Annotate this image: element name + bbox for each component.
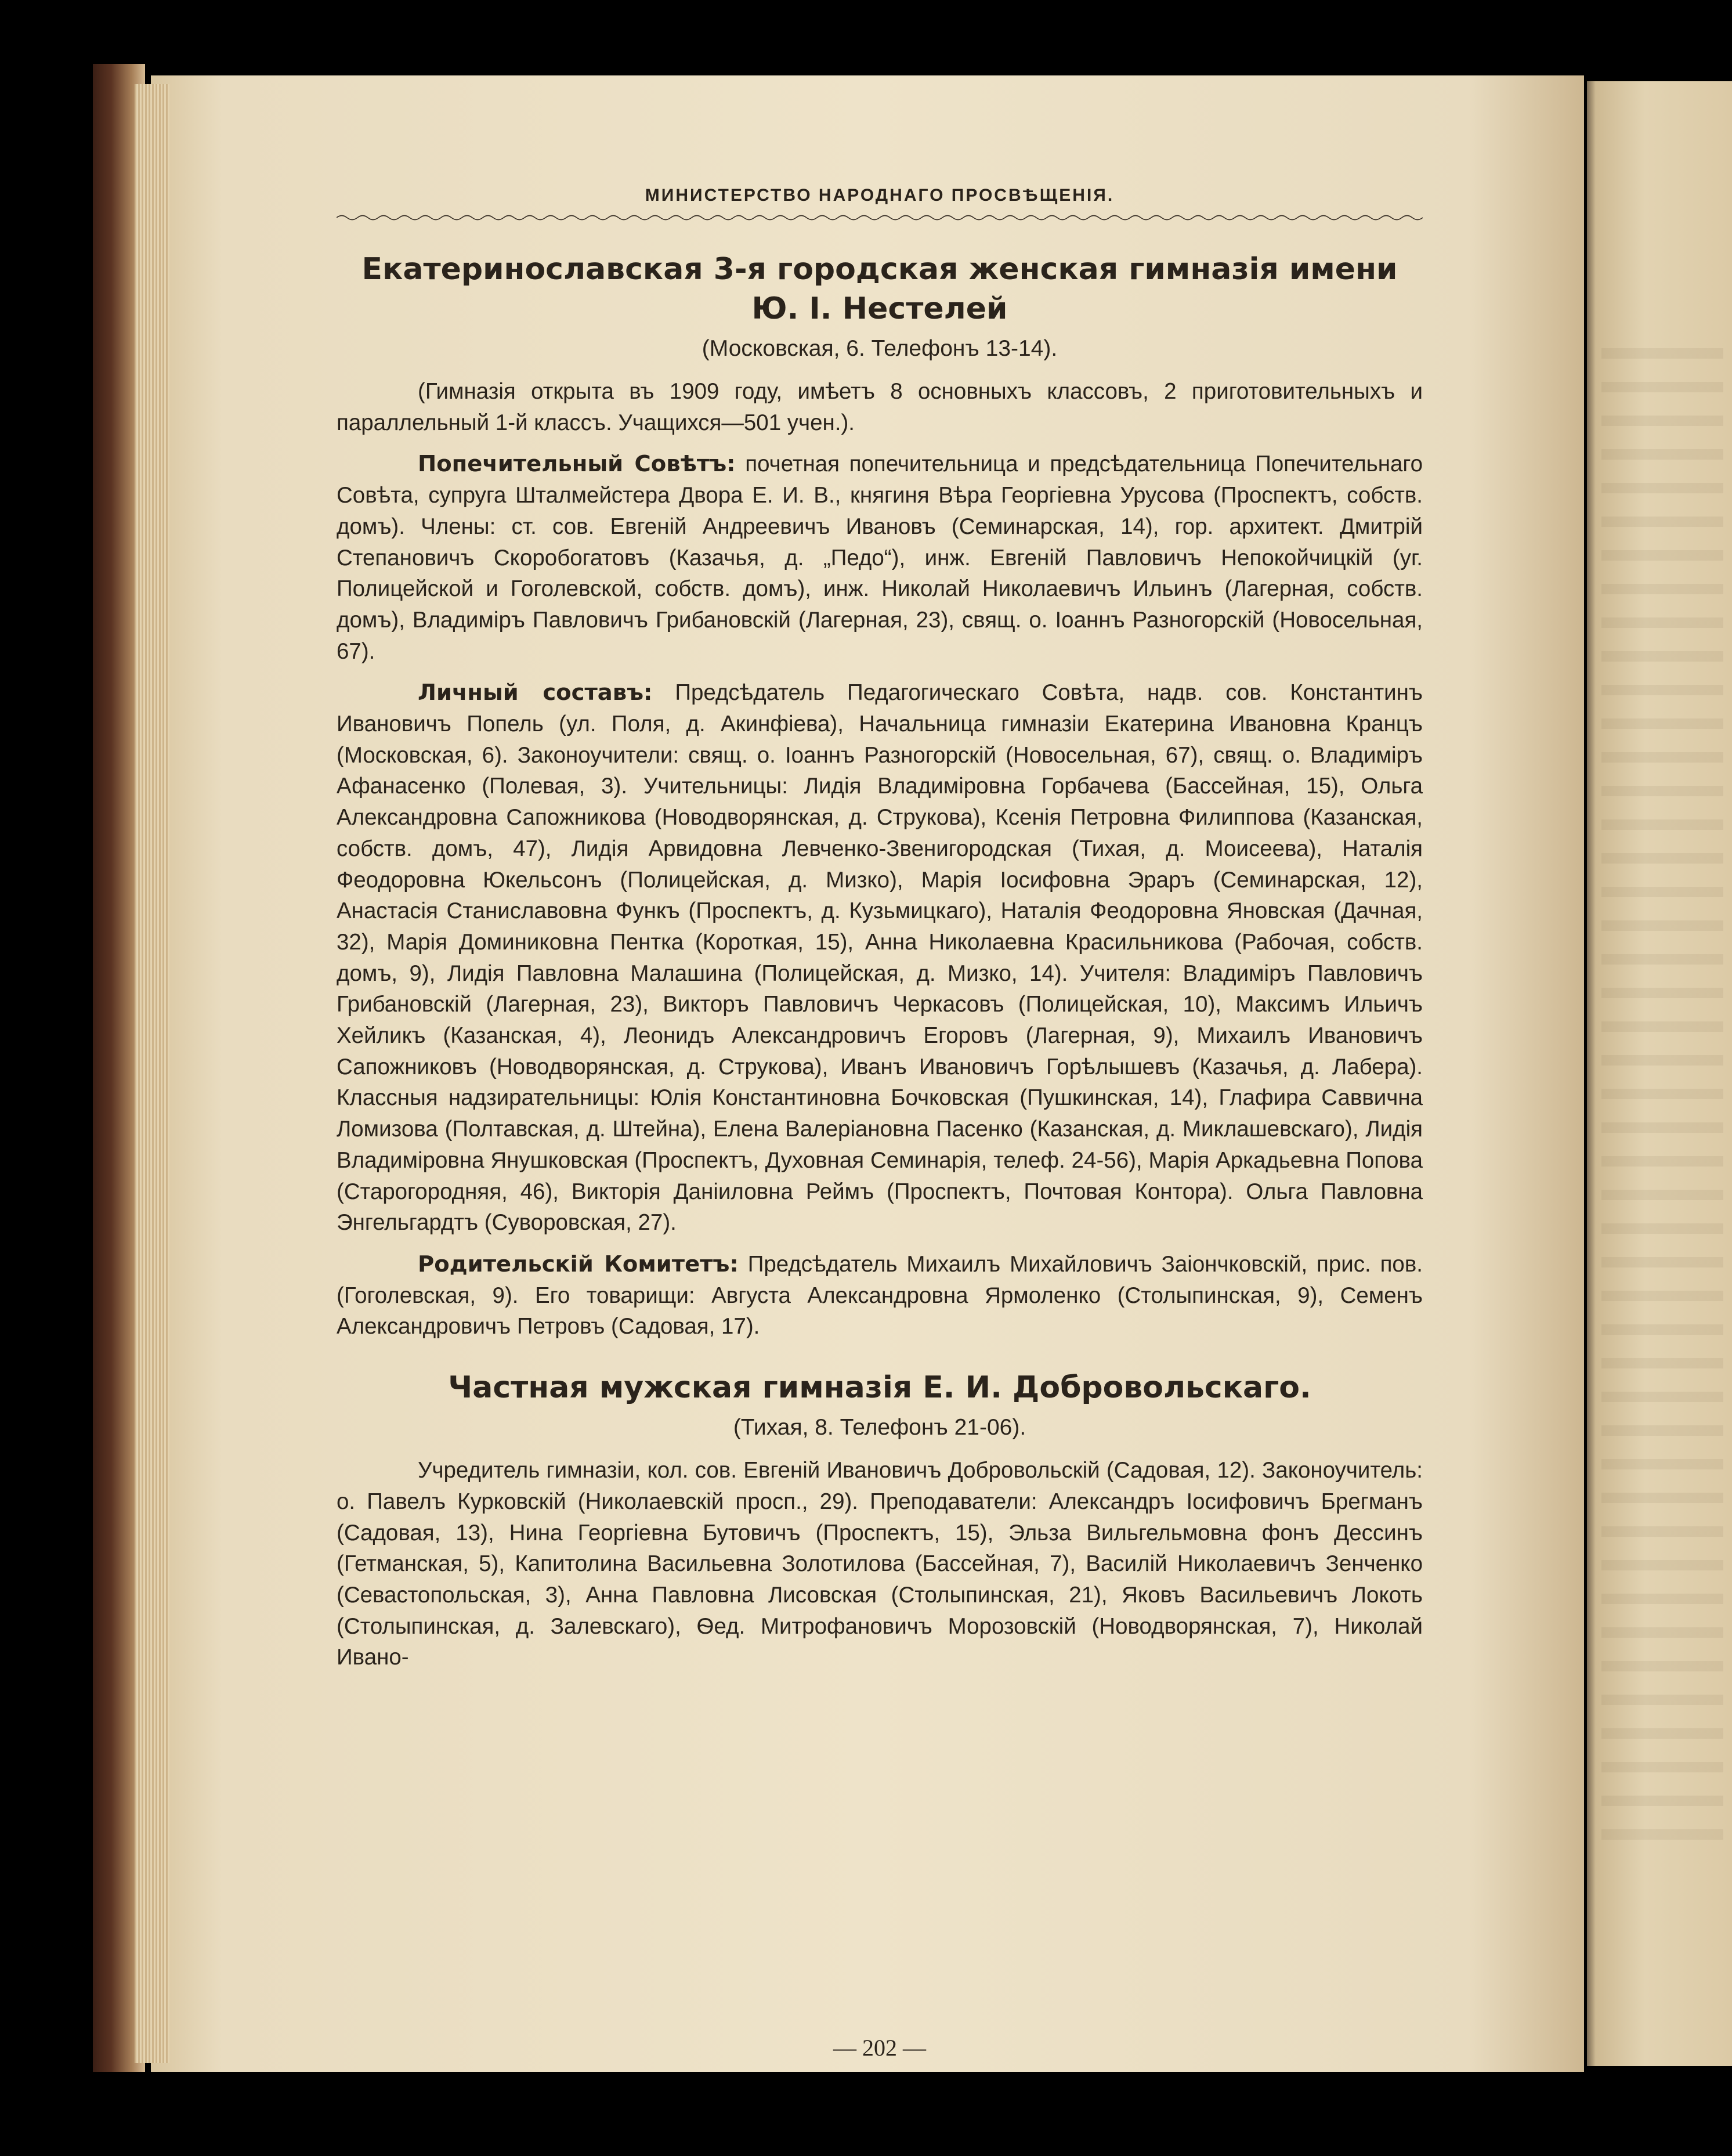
council-heading: Попечительный Совѣтъ: (418, 451, 736, 478)
text-block (337, 250, 1423, 1673)
section1-title-line1: Екатеринославская 3-я городская женская гимназія имени (361, 252, 1398, 287)
section1-title-line2: Ю. І. Нестелей (751, 291, 1008, 326)
parents-paragraph (337, 1249, 1423, 1342)
staff-heading: Личный составъ: (418, 680, 653, 706)
staff-paragraph (337, 677, 1423, 1238)
section2-address: (Тихая, 8. Телефонъ 21-06). (733, 1415, 1026, 1440)
section1-intro: (Гимназія открыта въ 1909 году, имѣетъ 8 основныхъ классовъ, 2 приготовительныхъ и параллельный 1-й классъ. Учащихся—501 учен.). (337, 379, 1423, 435)
page-stack-edge (135, 84, 169, 2063)
next-page-bleed (1601, 348, 1723, 1857)
council-text: почетная попечительница и предсѣдательница Попечительнаго Совѣта, супруга Шталмейстера Двора Е. И. В., княгиня Вѣра Георгіевна Урусова (Проспектъ, собств. домъ). Члены: ст. сов. Евгеній Андреевичъ Ивановъ (Семинарская, 14), гор. архитект. Дмитрій Степановичъ Скоробогатовъ (Казачья, д. „Педо“), инж. Евгеній Павловичъ Непокойчицкій (уг. Полицейской и Гоголевской, собств. домъ), инж. Николай Николаевичъ Ильинъ (Лагерная, собств. домъ), Владиміръ Павловичъ Грибановскій (Лагерная, 23), свящ. о. Іоаннъ Разногорскій (Новосельная, 67). (337, 452, 1423, 664)
page-number: — 202 — (833, 2035, 926, 2061)
parents-heading: Родительскій Комитетъ: (418, 1251, 739, 1277)
section2-title: Частная мужская гимназія Е. И. Добровольскаго. (448, 1370, 1311, 1406)
book-page (151, 75, 1584, 2072)
section1-address: (Московская, 6. Телефонъ 13-14). (702, 336, 1058, 361)
council-paragraph (337, 449, 1423, 667)
section2-text: Учредитель гимназіи, кол. сов. Евгеній Ивановичъ Добровольскій (Садовая, 12). Законоучитель: о. Павелъ Курковскій (Николаевскій просп., 29). Преподаватели: Александръ Іосифовичъ Брегманъ (Садовая, 13), Нина Георгіевна Бутовичъ (Проспектъ, 15), Эльза Вильгельмовна фонъ Дессинъ (Гетманская, 5), Капитолина Васильевна Золотилова (Бассейная, 7), Василій Николаевичъ Зенченко (Севастопольская, 3), Анна Павловна Лисовская (Столыпинская, 21), Яковъ Васильевичъ Локоть (Столыпинская, д. Залевскаго), Ѳед. Митрофановичъ Морозовскій (Новодворянская, 7), Николай Ивано- (337, 1458, 1423, 1670)
parents-text: Предсѣдатель Михаилъ Михайловичъ Заіончковскій, прис. пов. (Гоголевская, 9). Его товарищи: Августа Александровна Ярмоленко (Столыпинская, 9), Семенъ Александровичъ Петровъ (Садовая, 17). (337, 1251, 1423, 1339)
staff-text: Предсѣдатель Педагогическаго Совѣта, надв. сов. Константинъ Ивановичъ Попель (ул. Поля, д. Акинфіева), Начальница гимназіи Екатерина Ивановна Кранцъ (Московская, 6). Законоучители: свящ. о. Іоаннъ Разногорскій (Новосельная, 67), свящ. о. Владиміръ Афанасенко (Полевая, 3). Учительницы: Лидія Владиміровна Горбачева (Бассейная, 15), Ольга Александровна Сапожникова (Новодворянская, д. Струкова), Ксенія Петровна Филиппова (Казанская, собств. домъ, 47), Лидія Арвидовна Левченко-Звенигородская (Тихая, д. Моисеева), Наталія Феодоровна Юкельсонъ (Полицейская, д. Мизко), Марія Іосифовна Эраръ (Семинарская, 12), Анастасія Станиславовна Функъ (Проспектъ, д. Кузьмицкаго), Наталія Феодоровна Яновская (Дачная, 32), Марія Доминиковна Пентка (Короткая, 15), Анна Николаевна Красильникова (Рабочая, собств. домъ, 9), Лидія Павловна Малашина (Полицейская, д. Мизко, 14). Учителя: Владиміръ Павловичъ Грибановскій (Лагерная, 23), Викторъ Павловичъ Черкасовъ (Полицейская, 10), Максимъ Ильичъ Хейликъ (Казанская, 4), Леонидъ Александровичъ Егоровъ (Лагерная, 9), Михаилъ Ивановичъ Сапожниковъ (Новодворянская, д. Струкова), Иванъ Ивановичъ Горѣлышевъ (Казачья, д. Лабера). Классныя надзирательницы: Юлія Константиновна Бочковская (Пушкинская, 14), Глафира Саввична Ломизова (Полтавская, д. Штейна), Елена Валеріановна Пасенко (Казанская, д. Миклашевскаго), Лидія Владиміровна Янушковская (Проспектъ, Духовная Семинарія, телеф. 24-56), Марія Аркадьевна Попова (Старогородняя, 46), Викторія Даніиловна Реймъ (Проспектъ, Почтовая Контора). Ольга Павловна Энгельгардтъ (Суворовская, 27). (337, 680, 1423, 1236)
wavy-rule (337, 214, 1423, 222)
running-head: МИНИСТЕРСТВО НАРОДНАГО ПРОСВѢЩЕНІЯ. (645, 186, 1115, 205)
